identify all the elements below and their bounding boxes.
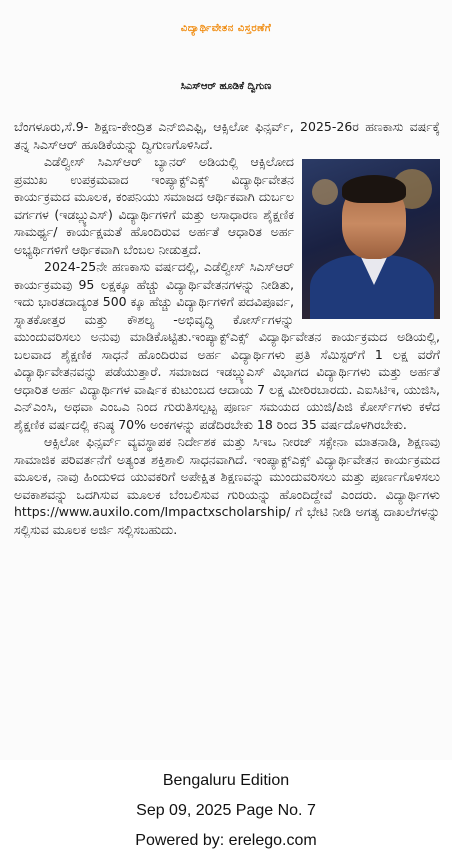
headline-line-2: ಸಿಎಸ್‌ಆರ್ ಹೂಡಿಕೆ ದ್ವಿಗುಣ xyxy=(180,81,272,92)
headline-line-1: ವಿದ್ಯಾರ್ಥಿವೇತನ ವಿಸ್ತರಣೆಗೆ xyxy=(180,23,272,34)
date-page-label: Sep 09, 2025 Page No. 7 xyxy=(136,802,316,819)
powered-by-link[interactable]: Powered by: erelego.com xyxy=(135,832,317,849)
article-paragraph-2: ಎಡೆಲ್ವೀಸ್ ಸಿಎಸ್‌ಆರ್ ಬ್ಯಾನರ್ ಅಡಿಯಲ್ಲಿ ಆಕ್ಸಿಲೋದ ಪ್ರಮುಖ ಉಪಕ್ರಮವಾದ ಇಂಪ್ಯಾಕ್ಟ್‌ಎಕ್ಸ್ ವಿದ್ಯಾರ್ಥಿವೇತನ ಕಾರ್ಯಕ್ರಮದ ಮೂಲಕ, ಕಂಪನಿಯು ಸಮಾಜದ ಆರ್ಥಿಕವಾಗಿ ದುರ್ಬಲ ವರ್ಗಗಳ (ಇಡಬ್ಲ್ಯುಎಸ್) ವಿದ್ಯಾರ್ಥಿಗಳಿಗೆ ಮತ್ತು ಅಸಾಧಾರಣ ಶೈಕ್ಷಣಿಕ ಸಾಮರ್ಥ್ಯ/ ಕಾರ್ಯಕ್ಷಮತೆ ಹೊಂದಿರುವ ಅರ್ಹತೆ ಆಧಾರಿತ ಅರ್ಹ ಅಭ್ಯರ್ಥಿಗಳಿಗೆ ಆರ್ಥಿಕವಾಗಿ ಬೆಂಬಲ ನೀಡುತ್ತದೆ. xyxy=(14,154,294,257)
article-paragraph-4: ಆಕ್ಸಿಲೋ ಫಿನ್ಸರ್ವ್ ವ್ಯವಸ್ಥಾಪಕ ನಿರ್ದೇಶಕ ಮತ್ತು ಸಿಇಒ ನೀರಜ್ ಸಕ್ಸೇನಾ ಮಾತನಾಡಿ, ಶಿಕ್ಷಣವು ಸಾಮಾಜಿಕ ಪರಿವರ್ತನೆಗೆ ಅತ್ಯಂತ ಶಕ್ತಿಶಾಲಿ ಸಾಧನವಾಗಿದೆ. ಇಂಪ್ಯಾಕ್ಟ್‌ಎಕ್ಸ್ ವಿದ್ಯಾರ್ಥಿವೇತನ ಕಾರ್ಯಕ್ರಮದ ಮೂಲಕ, ನಾವು ಹಿಂದುಳಿದ ಯುವಕರಿಗೆ ಅಪೇಕ್ಷಿತ ಶಿಕ್ಷಣವನ್ನು ಮುಂದುವರಿಸಲು ಮತ್ತು ಪೂರ್ಣಗೊಳಿಸಲು ಅವಕಾಶವನ್ನು ಒದಗಿಸುವ ಮೂಲಕ ಬೆಂಬಲಿಸುವ ಗುರಿಯನ್ನು ಹೊಂದಿದ್ದೇವೆ ಎಂದರು. ವಿದ್ಯಾರ್ಥಿಗಳು https://www.auxilo.com/Impactxscholarship/ ಗೆ ಭೇಟಿ ನೀಡಿ ಅಗತ್ಯ ದಾಖಲೆಗಳನ್ನು ಸಲ್ಲಿಸುವ ಮೂಲಕ ಅರ್ಜಿ ಸಲ್ಲಿಸಬಹುದು. xyxy=(14,434,440,537)
article-body xyxy=(14,118,440,538)
person-photo xyxy=(302,159,440,319)
edition-label: Bengaluru Edition xyxy=(162,772,290,789)
article-paragraph-3: 2024-25ನೇ ಹಣಕಾಸು ವರ್ಷದಲ್ಲಿ, ಎಡೆಲ್ವೀಸ್ ಸಿಎಸ್‌ಆರ್ ಕಾರ್ಯಕ್ರಮವು 95 ಲಕ್ಷಕ್ಕೂ ಹೆಚ್ಚು ವಿದ್ಯಾರ್ಥಿವೇತನಗಳನ್ನು ನೀಡಿತು, ಇದು ಭಾರತದಾದ್ಯಂತ 500 ಕ್ಕೂ ಹೆಚ್ಚು ವಿದ್ಯಾರ್ಥಿಗಳಿಗೆ ಪದವಿಪೂರ್ವ, ಸ್ನಾತಕೋತ್ತರ ಮತ್ತು ಕೌಶಲ್ಯ -ಅಭಿವೃದ್ಧಿ ಕೋರ್ಸ್‌ಗಳನ್ನು ಮುಂದುವರಿಸಲು ಅನುವು ಮಾಡಿಕೊಟ್ಟಿತು.ಇಂಪ್ಯಾಕ್ಟ್‌ಎಕ್ಸ್ ವಿದ್ಯಾರ್ಥಿವೇತನ ಕಾರ್ಯಕ್ರಮದ ಅಡಿಯಲ್ಲಿ, ಬಲವಾದ ಶೈಕ್ಷಣಿಕ ಸಾಧನೆ ಹೊಂದಿರುವ ಅರ್ಹ ವಿದ್ಯಾರ್ಥಿಗಳು ಪ್ರತಿ ಸೆಮಿಸ್ಟರ್‌ಗೆ 1 ಲಕ್ಷ ವರೆಗೆ ವಿದ್ಯಾರ್ಥಿವೇತನವನ್ನು ಪಡೆಯುತ್ತಾರೆ. ಸಮಾಜದ ಇಡಬ್ಲ್ಯುಎಸ್ ವಿಭಾಗದ ವಿದ್ಯಾರ್ಥಿಗಳು ಮತ್ತು ಅರ್ಹತೆ ಆಧಾರಿತ ಅರ್ಹ ವಿದ್ಯಾರ್ಥಿಗಳ ವಾರ್ಷಿಕ ಕುಟುಂಬದ ಆದಾಯ 7 ಲಕ್ಷ ಮೀರಿರಬಾರದು. ಎಐಸಿಟಿಇ, ಯುಜಿಸಿ, ಎನ್‌ಎಂಸಿ, ಅಥವಾ ಎಂಒಎ ನಿಂದ ಗುರುತಿಸಲ್ಪಟ್ಟ ಪೂರ್ಣ ಸಮಯದ ಯುಜಿ/ಪಿಜಿ ಕೋರ್ಸ್‌ಗಳು ಕಳೆದ ಶೈಕ್ಷಣಿಕ ವರ್ಷದಲ್ಲಿ ಕನಿಷ್ಠ 70% ಅಂಕಗಳನ್ನು ಪಡೆದಿರಬೇಕು 18 ರಿಂದ 35 ವರ್ಷದೊಳಗಿರಬೇಕು. xyxy=(14,259,440,432)
article-paragraph-1: ಬೆಂಗಳೂರು,ಸೆ.9- ಶಿಕ್ಷಣ-ಕೇಂದ್ರಿತ ಎನ್‌ಬಿಎಫ್ಸಿ, ಆಕ್ಸಿಲೋ ಫಿನ್ಸರ್ವ್, 2025-26ರ ಹಣಕಾಸು ವರ್ಷಕ್ಕೆ ತನ್ನ ಸಿಎಸ್‌ಆರ್ ಹೂಡಿಕೆಯನ್ನು ದ್ವಿಗುಣಗೊಳಿಸಿದೆ. xyxy=(14,119,440,152)
